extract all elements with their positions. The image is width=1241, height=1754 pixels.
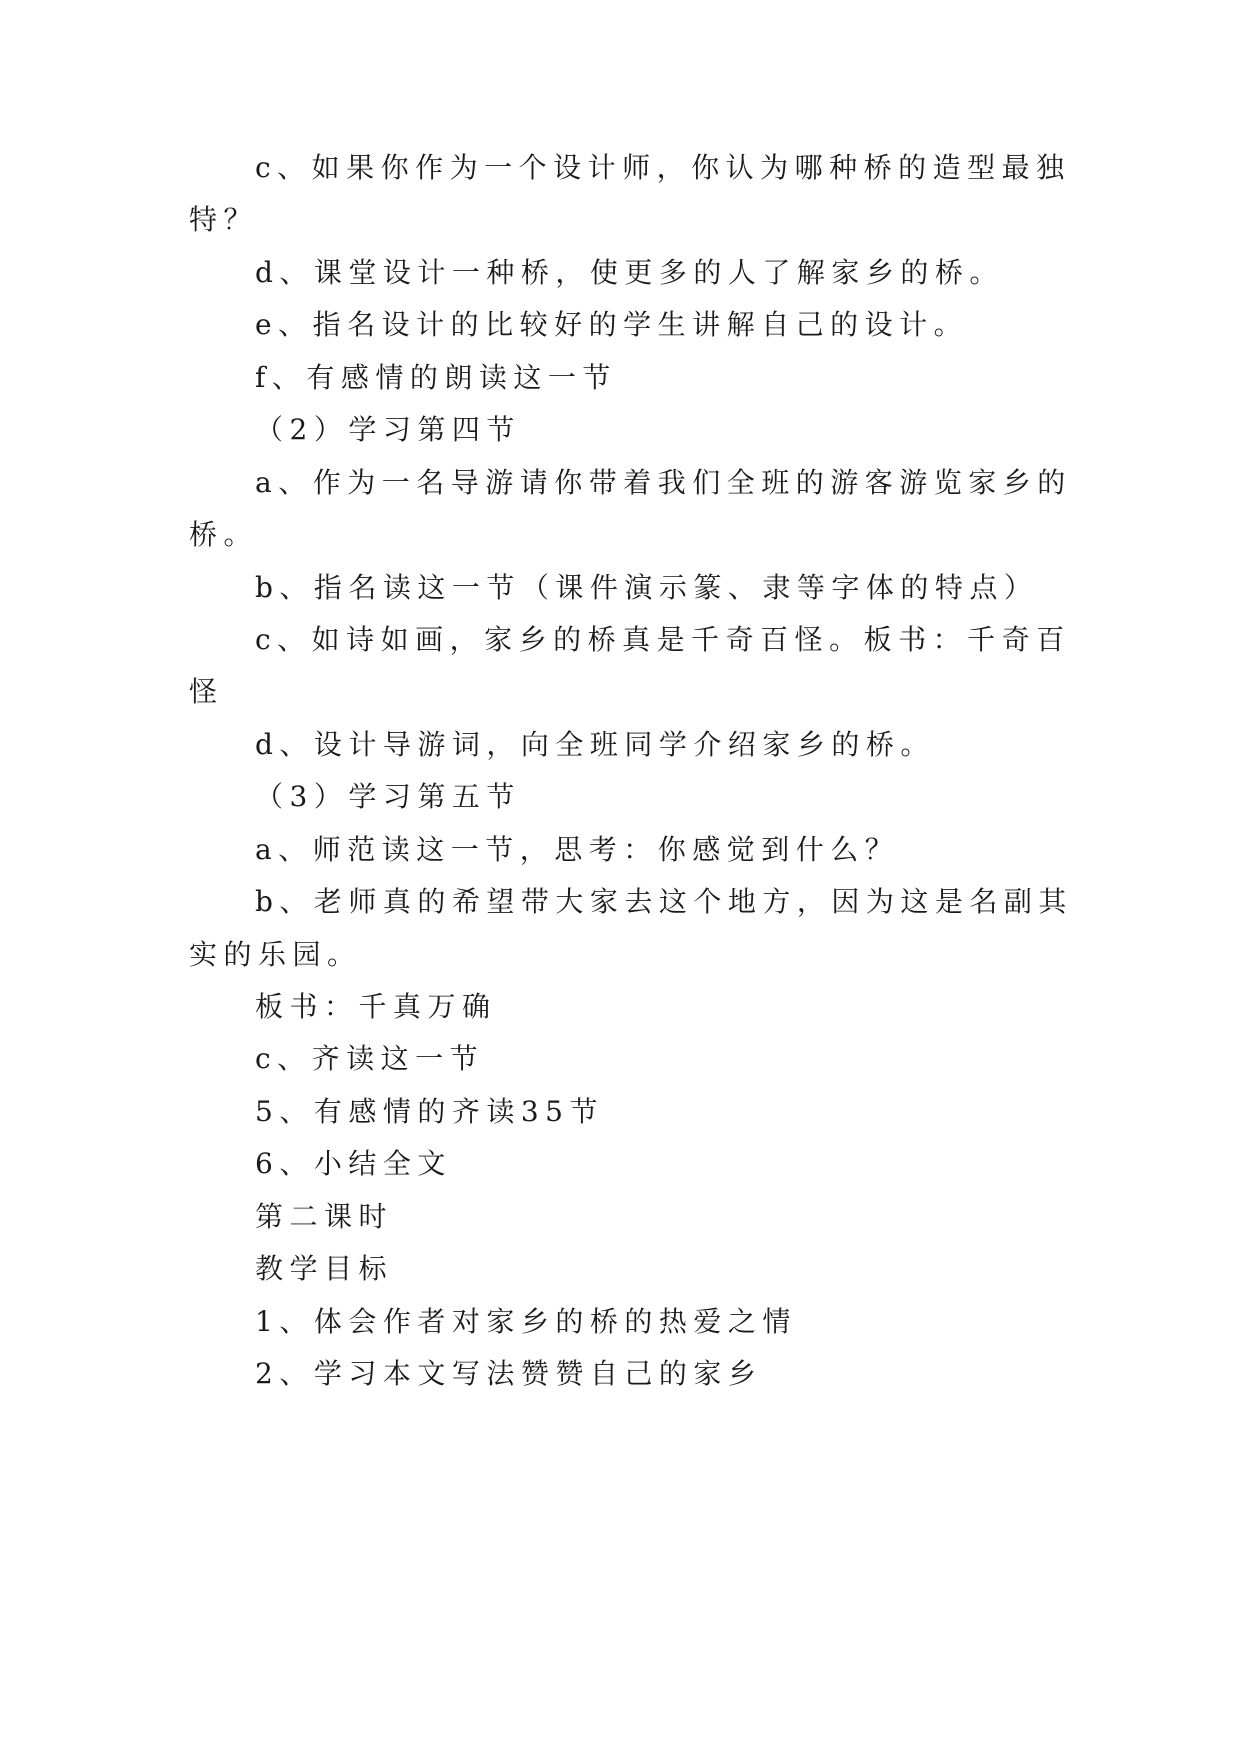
paragraph-line: 2、学习本文写法赞赞自己的家乡 — [255, 1357, 763, 1390]
paragraph-line: 板书：千真万确 — [255, 990, 497, 1023]
paragraph-line: c、齐读这一节 — [255, 1042, 485, 1075]
paragraph-line: f、有感情的朗读这一节 — [255, 361, 617, 394]
section-heading: （3）学习第五节 — [255, 780, 521, 813]
paragraph-line: d、课堂设计一种桥，使更多的人了解家乡的桥。 — [255, 256, 1004, 289]
paragraph-line: a、作为一名导游请你带着我们全班的游客游览家乡的 — [255, 466, 1072, 499]
paragraph-line: b、指名读这一节（课件演示篆、隶等字体的特点） — [255, 571, 1039, 604]
paragraph-line: c、如诗如画，家乡的桥真是千奇百怪。板书：千奇百 — [255, 623, 1071, 656]
paragraph-line: b、老师真的希望带大家去这个地方，因为这是名副其 — [255, 885, 1073, 918]
paragraph-line: 特？ — [189, 203, 259, 236]
paragraph-line: 怪 — [189, 675, 224, 708]
paragraph-line: 1、体会作者对家乡的桥的热爱之情 — [255, 1305, 797, 1338]
section-heading: （2）学习第四节 — [255, 413, 521, 446]
paragraph-line: e、指名设计的比较好的学生讲解自己的设计。 — [255, 308, 969, 341]
paragraph-line: d、设计导游词，向全班同学介绍家乡的桥。 — [255, 728, 935, 761]
paragraph-line: c、如果你作为一个设计师，你认为哪种桥的造型最独 — [255, 151, 1071, 184]
paragraph-line: 6、小结全文 — [255, 1147, 452, 1180]
section-heading: 教学目标 — [255, 1252, 394, 1285]
paragraph-line: 实的乐园。 — [189, 938, 362, 971]
paragraph-line: 5、有感情的齐读35节 — [255, 1095, 604, 1128]
paragraph-line: 桥。 — [189, 518, 259, 551]
section-heading: 第二课时 — [255, 1200, 394, 1233]
paragraph-line: a、师范读这一节，思考：你感觉到什么？ — [255, 833, 900, 866]
